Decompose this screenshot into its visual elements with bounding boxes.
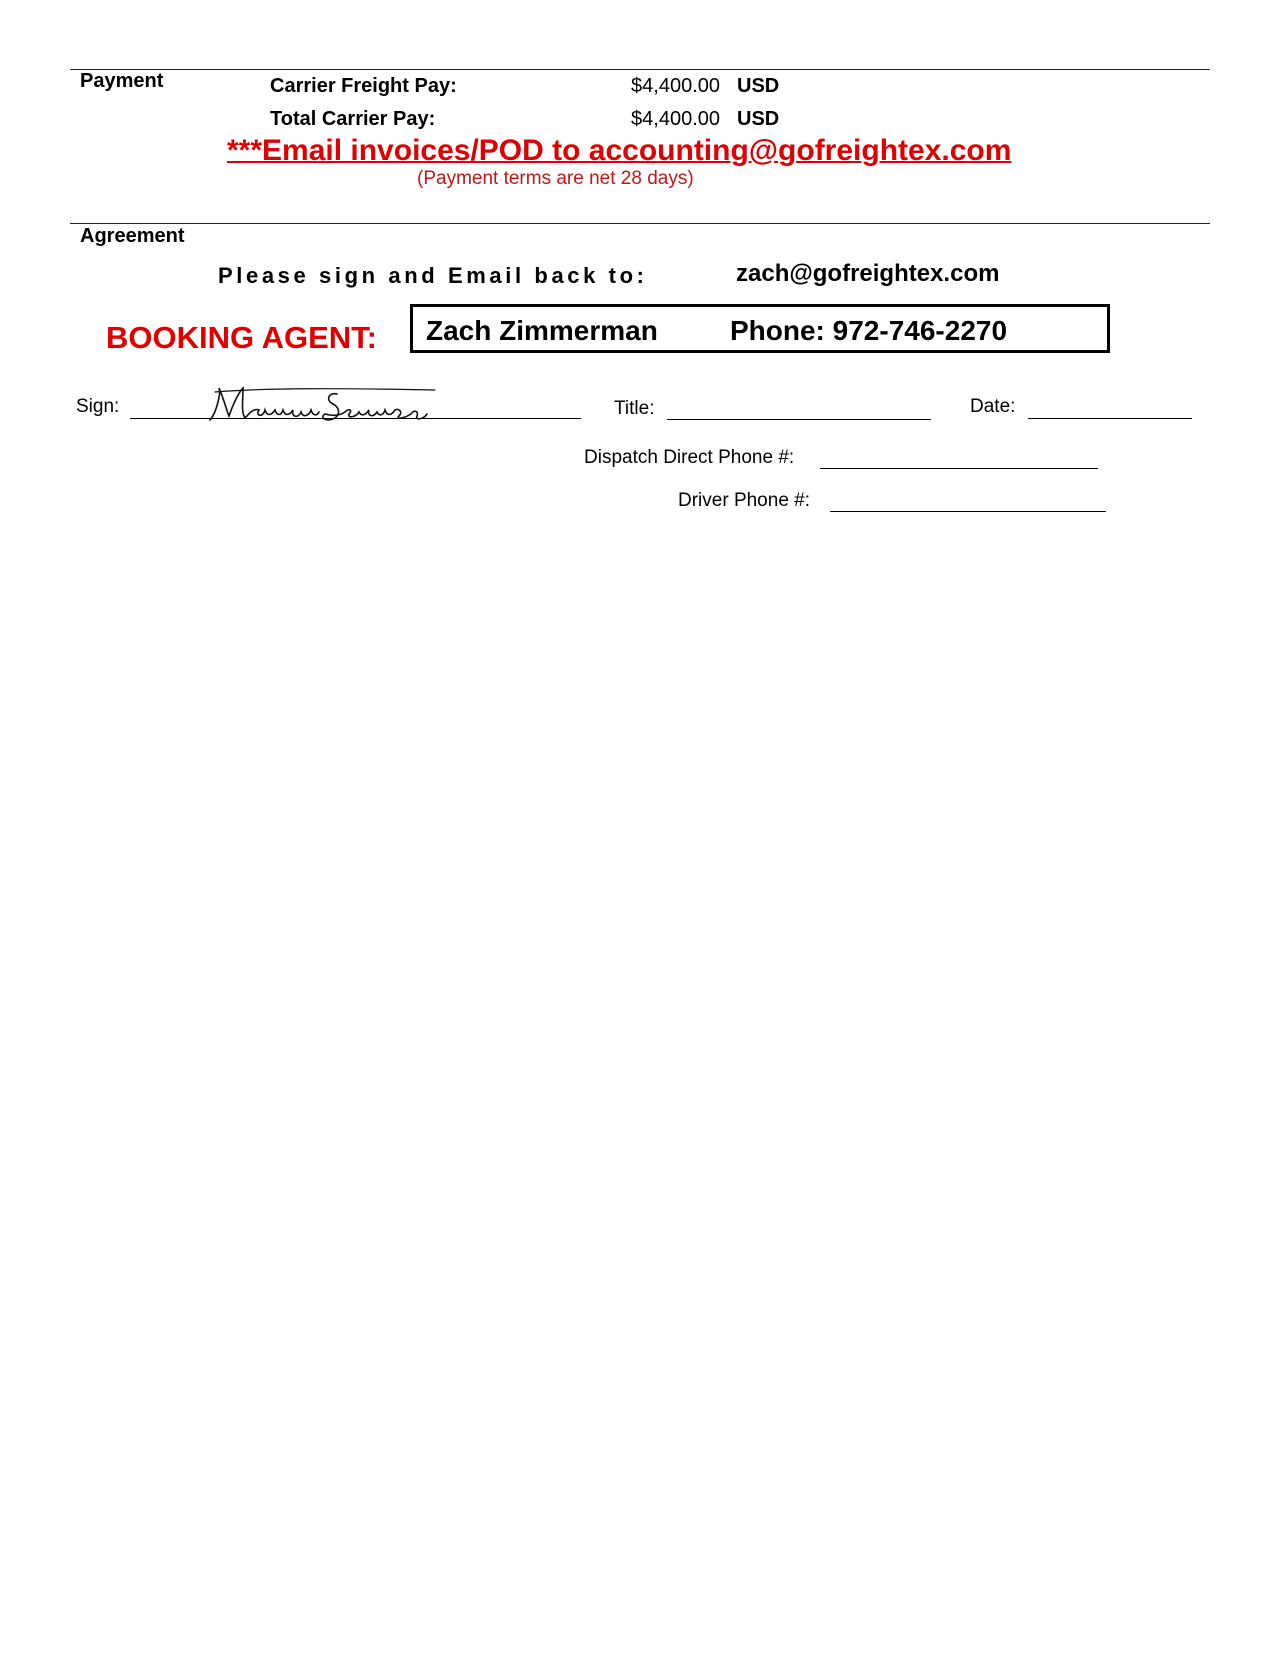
payment-terms: (Payment terms are net 28 days) xyxy=(417,168,694,189)
agreement-section-label: Agreement xyxy=(80,225,185,247)
payment-top-rule xyxy=(70,69,1210,70)
dispatch-direct-phone-line[interactable] xyxy=(820,468,1098,469)
booking-agent-label: BOOKING AGENT: xyxy=(106,320,377,355)
carrier-freight-pay-label: Carrier Freight Pay: xyxy=(270,75,457,97)
agent-name: Zach Zimmerman xyxy=(426,315,658,346)
email-invoices-note: ***Email invoices/POD to accounting@gofreightex.com xyxy=(227,134,1012,167)
agent-email: zach@gofreightex.com xyxy=(736,260,1000,287)
date-line[interactable] xyxy=(1028,418,1192,419)
title-line[interactable] xyxy=(667,419,931,420)
sign-and-email-instruction: Please sign and Email back to: xyxy=(218,263,648,288)
payment-section-label: Payment xyxy=(80,70,164,92)
agent-phone: Phone: 972-746-2270 xyxy=(730,315,1008,346)
date-label: Date: xyxy=(970,396,1016,417)
dispatch-direct-phone-label: Dispatch Direct Phone #: xyxy=(584,447,795,468)
driver-phone-line[interactable] xyxy=(830,511,1106,512)
agreement-top-rule xyxy=(70,223,1210,224)
title-label: Title: xyxy=(614,398,655,419)
total-carrier-pay-label: Total Carrier Pay: xyxy=(270,108,436,130)
carrier-freight-pay-currency: USD xyxy=(737,75,780,97)
handwritten-signature xyxy=(205,382,445,432)
total-carrier-pay-amount: $4,400.00 xyxy=(631,108,720,130)
driver-phone-label: Driver Phone #: xyxy=(678,490,811,511)
carrier-freight-pay-amount: $4,400.00 xyxy=(631,75,720,97)
booking-agent-box xyxy=(410,304,1110,353)
total-carrier-pay-currency: USD xyxy=(737,108,780,130)
sign-label: Sign: xyxy=(76,396,120,417)
